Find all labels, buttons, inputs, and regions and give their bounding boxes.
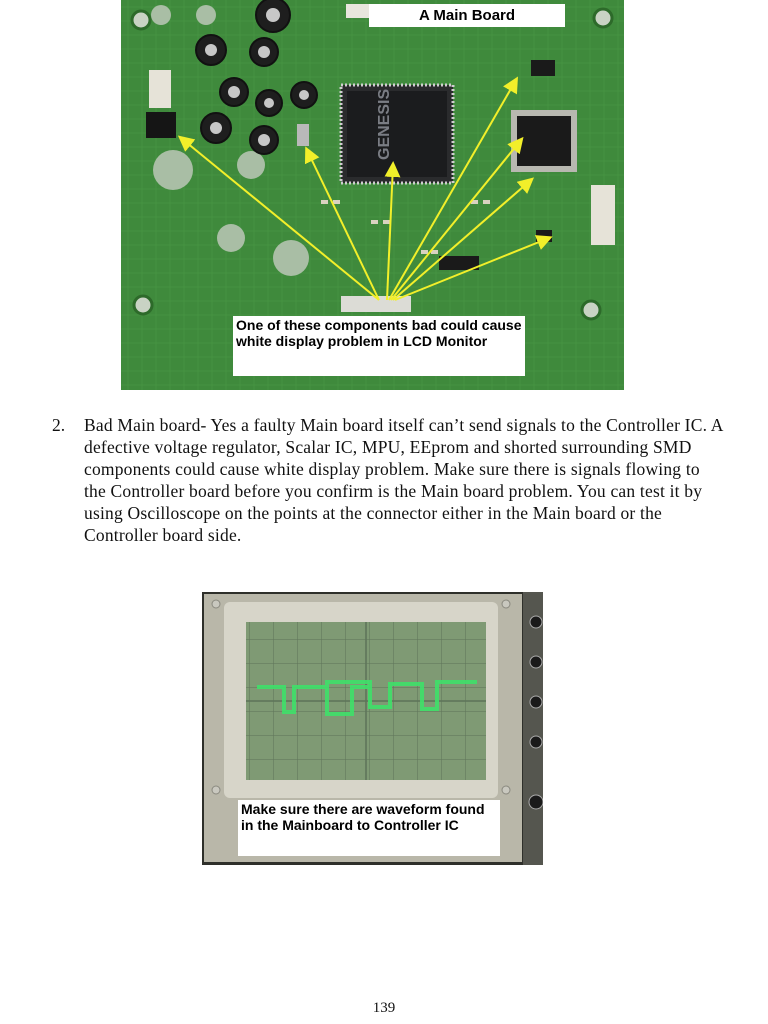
svg-text:GENESIS: GENESIS [376,88,393,160]
oscilloscope-photo [202,592,543,865]
item-number: 2. [52,415,66,435]
main-board-photo [121,0,624,390]
page-number: 139 [372,1000,396,1016]
main-board-caption: One of these components bad could cause white display problem in LCD Monitor [233,316,525,376]
oscilloscope-caption: Make sure there are waveform found in the Mainboard to Controller IC [238,800,500,856]
main-board-label: A Main Board [369,4,565,27]
item-paragraph: Bad Main board- Yes a faulty Main board itself can’t send signals to the Controller IC. A defective voltage regulator, Scalar IC, MPU, EEprom and shorted surrounding SMD components could cause white display problem. Make sure there is signals flowing to the Controller board before you confirm is the Main board problem. You can test it by using Oscilloscope on the points at the connector either in the Main board or the Controller board side. [84,415,723,545]
